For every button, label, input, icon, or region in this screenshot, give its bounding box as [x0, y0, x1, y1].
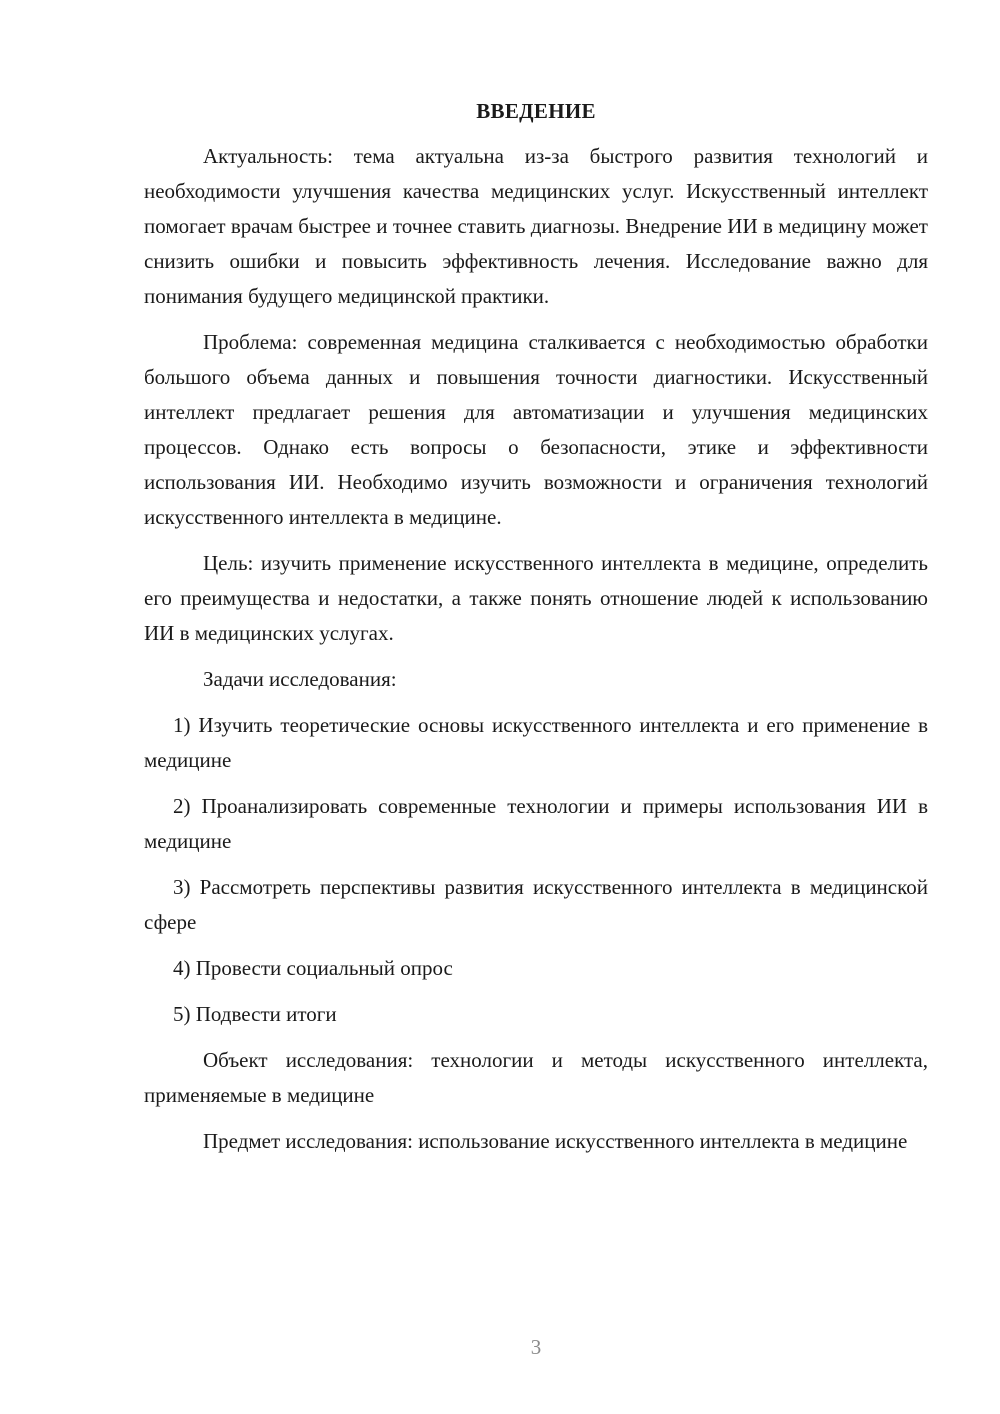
- goal-paragraph: Цель: изучить применение искусственного интеллекта в медицине, определить его преимущества и недостатки, а также понять отношение людей к использованию ИИ в медицинских услугах.: [144, 551, 928, 645]
- task-item-1: 1) Изучить теоретические основы искусственного интеллекта и его применение в медицине: [144, 713, 928, 772]
- relevance-paragraph: Актуальность: тема актуальна из-за быстрого развития технологий и необходимости улучшения качества медицинских услуг. Искусственный интеллект помогает врачам быстрее и точнее ставить диагнозы. Внедрение ИИ в медицину может снизить ошибки и повысить эффективность лечения. Исследование важно для понимания будущего медицинской практики.: [144, 144, 928, 308]
- problem-paragraph: Проблема: современная медицина сталкивается с необходимостью обработки большого объема данных и повышения точности диагностики. Искусственный интеллект предлагает решения для автоматизации и улучшения медицинских процессов. Однако есть вопросы о безопасности, этике и эффективности использования ИИ. Необходимо изучить возможности и ограничения технологий искусственного интеллекта в медицине.: [144, 330, 928, 529]
- task-item-2: 2) Проанализировать современные технологии и примеры использования ИИ в медицине: [144, 794, 928, 853]
- task-item-4: 4) Провести социальный опрос: [173, 956, 453, 980]
- object-paragraph: Объект исследования: технологии и методы искусственного интеллекта, применяемые в медицине: [144, 1048, 928, 1107]
- task-item-5: 5) Подвести итоги: [173, 1002, 337, 1026]
- document-page: [144, 94, 928, 1159]
- task-item-3: 3) Рассмотреть перспективы развития искусственного интеллекта в медицинской сфере: [144, 875, 928, 934]
- tasks-intro: Задачи исследования:: [203, 667, 397, 691]
- page-number: 3: [530, 1335, 542, 1359]
- subject-paragraph: Предмет исследования: использование искусственного интеллекта в медицине: [203, 1129, 908, 1153]
- section-heading: ВВЕДЕНИЕ: [476, 99, 596, 123]
